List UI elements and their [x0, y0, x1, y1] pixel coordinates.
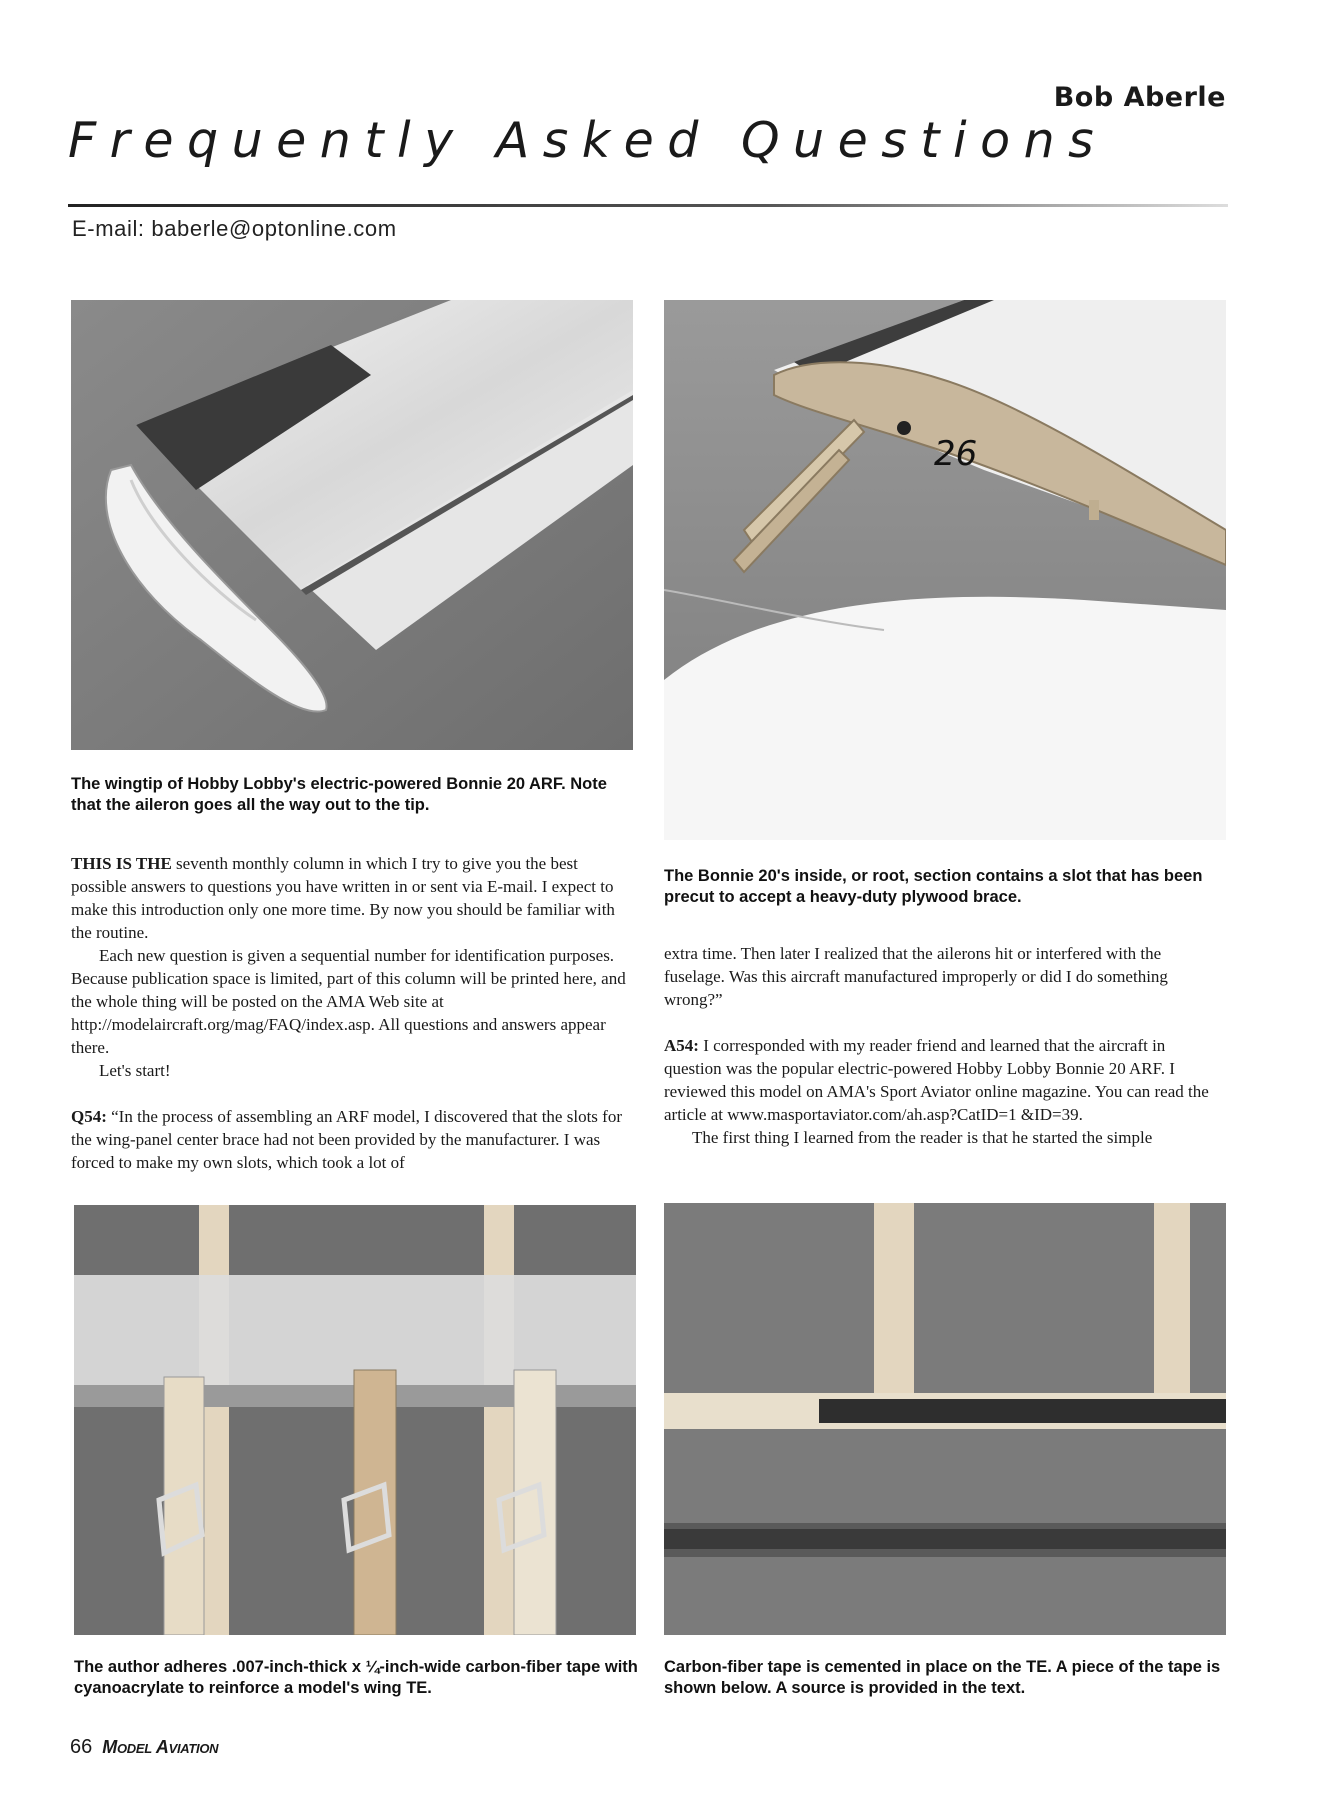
- page-title: Frequently Asked Questions: [68, 112, 1108, 169]
- slot-number-marking: 26: [934, 434, 978, 474]
- answer-54: [664, 1034, 1226, 1126]
- clothespin-1: [159, 1377, 204, 1635]
- photo-root-section: [664, 300, 1226, 840]
- q54-text: “In the process of assembling an ARF model, I discovered that the slots for the wing-panel center brace had not been provided by the manufacturer. I was forced to make my own slots, which took a lot of: [71, 1107, 622, 1172]
- root-section-illustration: [664, 300, 1226, 840]
- carbon-tape-te-illustration: [664, 1203, 1226, 1635]
- author-name: Bob Aberle: [1053, 82, 1226, 113]
- intro-paragraph: [71, 852, 631, 944]
- caption-carbon-tape-te: Carbon-fiber tape is cemented in place on the TE. A piece of the tape is shown below. A source is provided in the text.: [664, 1658, 1221, 1697]
- question-54-continued: extra time. Then later I realized that the ailerons hit or interfered with the fuselage. Was this aircraft manufactured improperly or did I do something wrong?”: [664, 944, 1168, 1009]
- title-divider: [68, 204, 1228, 207]
- caption-carbon-tape-clamps: The author adheres .007-inch-thick x ¼-inch-wide carbon-fiber tape with cyanoacrylate to reinforce a model's wing TE.: [74, 1658, 638, 1697]
- paragraph-process: Each new question is given a sequential number for identification purposes. Because publication space is limited, part of this column will be printed here, and the whole thing will be posted on the AMA Web site at http://modelaircraft.org/mag/FAQ/index.asp. All questions and answers appear there.: [71, 946, 626, 1057]
- caption-root-section: The Bonnie 20's inside, or root, section contains a slot that has been precut to accept a heavy-duty plywood brace.: [664, 867, 1203, 906]
- paragraph-start: Let's start!: [99, 1061, 171, 1080]
- magazine-name: Model Aviation: [102, 1737, 219, 1757]
- page-number: 66: [70, 1736, 93, 1758]
- q54-label: Q54:: [71, 1107, 107, 1126]
- wingtip-illustration: [71, 300, 633, 750]
- a54-label: A54:: [664, 1036, 699, 1055]
- caption-wingtip: The wingtip of Hobby Lobby's electric-powered Bonnie 20 ARF. Note that the aileron goes all the way out to the tip.: [71, 775, 607, 814]
- author-email: E-mail: baberle@optonline.com: [72, 216, 397, 241]
- photo-wingtip: [71, 300, 633, 750]
- photo-carbon-tape-te: [664, 1203, 1226, 1635]
- question-54: [71, 1105, 631, 1174]
- intro-lead: THIS IS THE: [71, 854, 172, 873]
- answer-54-continued: The first thing I learned from the reader is that he started the simple: [692, 1128, 1153, 1147]
- carbon-tape-clamps-illustration: [74, 1205, 636, 1635]
- a54-text: I corresponded with my reader friend and learned that the aircraft in question was the popular electric-powered Hobby Lobby Bonnie 20 ARF. I reviewed this model on AMA's Sport Aviator online magazine. You can read the article at www.masportaviator.com/ah.asp?CatID=1 &ID=39.: [664, 1036, 1209, 1124]
- photo-carbon-tape-clamps: [74, 1205, 636, 1635]
- intro-text: seventh monthly column in which I try to give you the best possible answers to questions you have written in or sent via E-mail. I expect to make this introduction only one more time. By now you should be familiar with the routine.: [71, 854, 615, 942]
- article-right-column: [664, 942, 1226, 1149]
- page-footer: [70, 1736, 218, 1759]
- article-left-column: [71, 852, 631, 1174]
